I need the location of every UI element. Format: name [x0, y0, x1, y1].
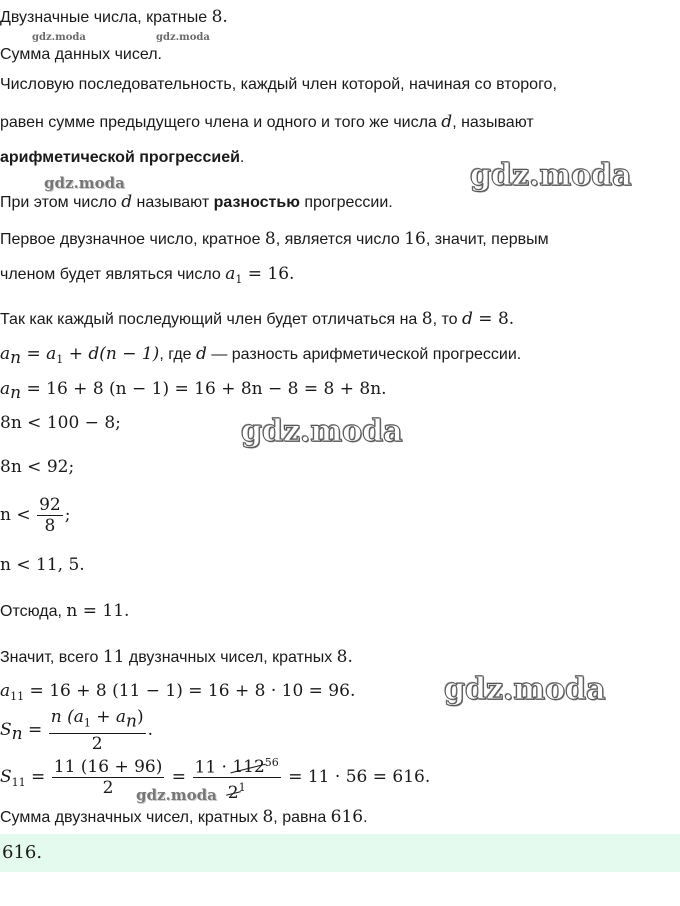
definition-line-1: [0, 74, 557, 96]
task-subtitle-text: Сумма данных чисел.: [0, 46, 162, 63]
solution-difference: [0, 308, 514, 331]
math-subscript: 1: [83, 716, 91, 730]
math-variable: a: [0, 379, 11, 399]
watermark: gdz.moda: [444, 672, 606, 707]
fraction: [52, 757, 165, 798]
math-variable: d: [462, 309, 473, 329]
math-expression: + d(n − 1): [63, 344, 160, 364]
solution-count: [0, 646, 353, 669]
math-expression: = 16 + 8 (11 − 1) = 16 + 8 · 10 = 96.: [24, 681, 356, 701]
definition-text: .: [239, 149, 245, 166]
math-expression: n (a: [50, 707, 84, 728]
fraction-numerator: 92: [39, 495, 61, 516]
watermark: gdz.moda: [44, 174, 125, 192]
definition-term: арифметической прогрессией: [0, 149, 240, 166]
math-expression: .: [147, 720, 154, 740]
math-number: 8.: [336, 647, 353, 667]
fraction-denominator: 2: [91, 734, 103, 755]
math-variable: a: [0, 681, 11, 701]
cancelled-number: 112: [232, 757, 265, 778]
solution-text: Сумма двузначных чисел, кратных: [0, 809, 263, 826]
math-subscript: n: [11, 724, 23, 745]
watermark: gdz.moda: [156, 32, 210, 43]
solution-inequality-2: [0, 456, 74, 479]
math-variable: d: [121, 192, 133, 212]
cancelled-number: 2: [227, 782, 239, 803]
solution-hence: [0, 600, 129, 623]
solution-text: членом будет являться число: [0, 266, 226, 283]
definition-line-3: [0, 147, 244, 169]
solution-inequality-1: [0, 412, 121, 435]
math-number: 11: [102, 647, 125, 667]
task-title-text: Двузначные числа, кратные: [0, 9, 212, 26]
solution-text: Значит, всего: [0, 649, 103, 666]
math-variable: d: [441, 112, 453, 132]
math-subscript: 1: [56, 353, 64, 367]
math-subscript: n: [10, 383, 22, 404]
solution-inequality-3: [0, 492, 70, 539]
fraction-numerator: 11 (16 + 96): [53, 757, 163, 778]
math-expression: n = 11.: [66, 601, 130, 621]
solution-text: Первое двузначное число, кратное: [0, 231, 265, 248]
fraction: [37, 495, 63, 536]
fraction-denominator: 8: [44, 516, 56, 537]
math-expression: = 16.: [242, 264, 295, 284]
math-expression: n <: [0, 505, 31, 525]
task-subtitle: [0, 44, 162, 66]
math-expression: =: [25, 767, 46, 787]
math-subscript: n: [126, 711, 137, 732]
math-subscript: n: [10, 348, 22, 369]
math-expression: =: [22, 720, 43, 740]
solution-a11: [0, 680, 355, 708]
solution-sum-formula: [0, 707, 153, 757]
math-number: 8: [264, 229, 276, 249]
math-expression: ): [136, 707, 144, 728]
definition-text: называют: [132, 194, 214, 211]
fraction-denominator: [193, 778, 281, 803]
math-number: 616: [330, 807, 364, 827]
solution-formula: [0, 343, 521, 371]
fraction-numerator: [49, 707, 146, 734]
definition-text: прогрессии.: [299, 194, 393, 211]
math-variable: a: [225, 264, 236, 284]
watermark: gdz.moda: [32, 32, 86, 43]
math-variable: S: [0, 767, 12, 787]
definition-text: Числовую последовательность, каждый член которой, начиная со второго,: [0, 76, 557, 93]
math-variable: S: [0, 720, 12, 740]
math-variable: a: [46, 344, 57, 364]
math-subscript: 1: [235, 273, 243, 287]
math-expression: = 16 + 8 (n − 1) = 16 + 8n − 8 = 8 + 8n.: [21, 379, 387, 399]
solution-first-number: [0, 228, 549, 251]
math-expression: n < 11, 5.: [0, 555, 85, 575]
definition-text: равен сумме предыдущего члена и одного и того же числа: [0, 114, 442, 131]
math-subscript: 11: [10, 690, 25, 704]
solution-text: , является число: [275, 231, 405, 248]
math-superscript: 1: [238, 781, 246, 795]
math-subscript: 11: [11, 776, 26, 790]
math-number: 8: [421, 309, 433, 329]
math-expression: =: [166, 767, 187, 787]
watermark: gdz.moda: [241, 414, 403, 449]
math-expression: =: [21, 344, 47, 364]
solution-s11: [0, 752, 430, 808]
solution-text: .: [363, 809, 368, 826]
definition-text: При этом число: [0, 194, 122, 211]
solution-text: , значит, первым: [425, 231, 549, 248]
math-expression: 11 ·: [194, 757, 233, 778]
fraction: [193, 753, 281, 803]
solution-text: , где: [159, 346, 196, 363]
math-expression: 8n < 100 − 8;: [0, 413, 121, 433]
fraction: [49, 707, 146, 754]
solution-text: , равна: [273, 809, 331, 826]
fraction-numerator: [193, 753, 281, 779]
solution-text: двузначных чисел, кратных: [124, 649, 337, 666]
definition-line-4: [0, 191, 393, 214]
answer-value: 616.: [2, 842, 43, 863]
solution-final: [0, 806, 368, 829]
solution-first-member: [0, 263, 294, 291]
watermark: gdz.moda: [470, 158, 632, 193]
answer-box: [0, 834, 680, 872]
watermark: gdz.moda: [136, 786, 217, 804]
math-expression: = 8.: [472, 309, 515, 329]
fraction-denominator: 2: [102, 778, 114, 799]
task-title: [0, 6, 228, 29]
math-variable: a: [0, 344, 11, 364]
math-expression: = 11 · 56 = 616.: [282, 767, 431, 787]
math-number: 8: [262, 807, 274, 827]
math-expression: 8n < 92;: [0, 457, 75, 477]
solution-calculation: [0, 378, 387, 404]
math-number: 16: [404, 229, 426, 249]
solution-text: Отсюда,: [0, 603, 67, 620]
solution-text: Так как каждый последующий член будет отличаться на: [0, 311, 422, 328]
task-title-number: 8.: [211, 7, 228, 27]
definition-text: , называют: [452, 114, 534, 131]
solution-inequality-4: [0, 554, 85, 577]
math-expression: + a: [90, 707, 127, 728]
definition-line-2: [0, 111, 534, 134]
math-expression: ;: [64, 505, 71, 525]
solution-text: — разность арифметической прогрессии.: [206, 346, 522, 363]
solution-text: , то: [432, 311, 462, 328]
math-variable: d: [196, 344, 207, 364]
math-superscript: 56: [264, 755, 279, 769]
definition-term: разностью: [213, 194, 300, 211]
